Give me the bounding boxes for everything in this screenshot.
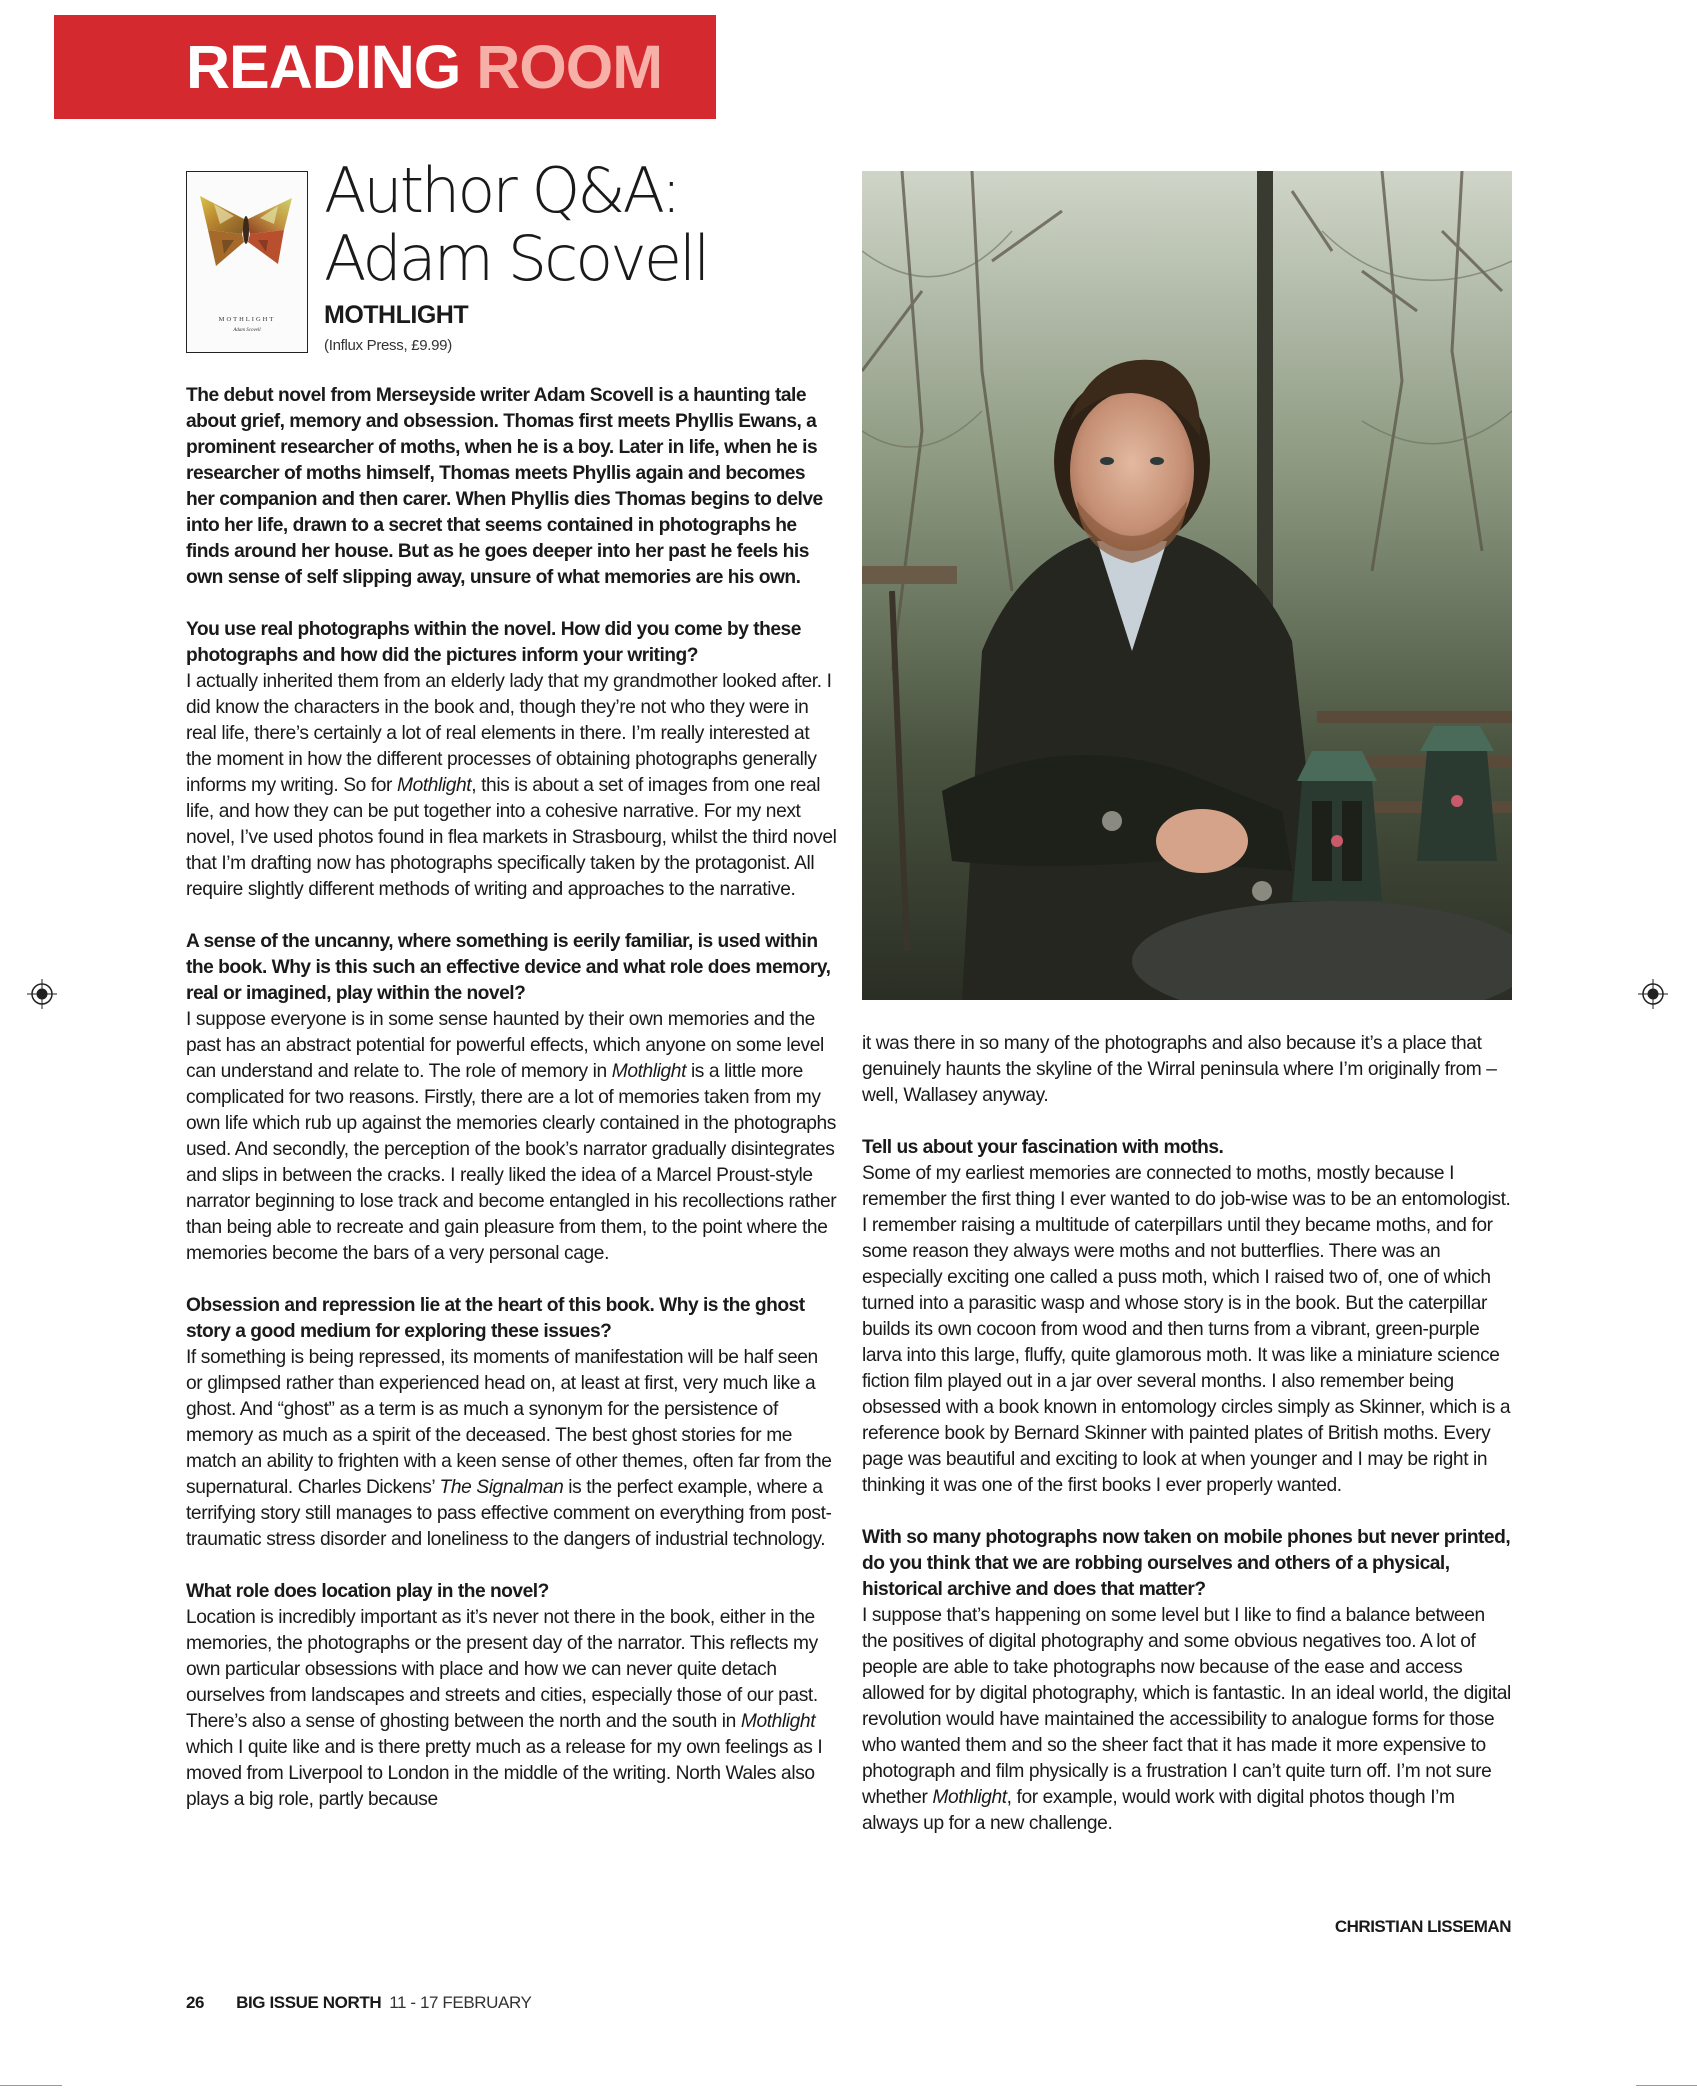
question: You use real photographs within the novel. How did you come by these photographs and how did the pictures inform your writing? — [186, 619, 801, 666]
magazine-name: BIG ISSUE NORTH — [236, 1993, 382, 2012]
question: Tell us about your fascination with moths. — [862, 1137, 1224, 1158]
italic-title: Mothlight — [932, 1787, 1007, 1808]
issue-date: 11 - 17 FEBRUARY — [389, 1993, 532, 2012]
answer: Some of my earliest memories are connected to moths, mostly because I remember the first thing I ever wanted to do job-wise was to be an entomologist. I remember raising a multitude of caterpillars until they became moths, and for some reason they always were moths and not butterflies. There was an especially exciting one called a puss moth, which I raised two of, one of which turned into a parasitic wasp and whose story is in the book. But the caterpillar builds its own cocoon from wood and then turns from a vibrant, green-purple larva into this large, fluffy, quite glamorous moth. It was like a miniature science fiction film played out in a jar over several months. I also remember being obsessed with a book known in entomology circles simply as Skinner, which is a reference book by Bernard Skinner with painted plates of British moths. Every page was beautiful and exciting to look at when younger and I may be right in thinking it was one of the first books I ever properly wanted. — [862, 1163, 1511, 1496]
question: With so many photographs now taken on mobile phones but never printed, do you think that we are robbing ourselves and others of a physical, historical archive and does that matter? — [862, 1527, 1511, 1600]
headline-line-2: Adam Scovell — [324, 222, 708, 295]
registration-mark-icon — [27, 979, 57, 1009]
cover-author: Adam Scovell — [233, 328, 261, 333]
italic-title: Mothlight — [611, 1061, 687, 1082]
section-title — [186, 32, 662, 102]
cover-title: MOTHLIGHT — [218, 316, 276, 323]
moth-illustration-icon — [194, 190, 298, 272]
author-photo — [862, 171, 1512, 1000]
qa-block — [186, 1293, 838, 1553]
qa-block — [862, 1525, 1512, 1837]
book-publisher: (Influx Press, £9.99) — [324, 337, 452, 354]
book-cover — [186, 171, 308, 353]
question: What role does location play in the novel? — [186, 1581, 549, 1602]
question: Obsession and repression lie at the heart of this book. Why is the ghost story a good medium for exploring these issues? — [186, 1295, 805, 1342]
page-number: 26 — [186, 1993, 205, 2012]
section-title-word2: ROOM — [476, 33, 663, 101]
qa-block — [186, 1579, 838, 1813]
italic-title: The Signalman — [439, 1477, 564, 1498]
author-portrait-image — [862, 171, 1512, 1000]
answer: I suppose that’s happening on some level but I like to find a balance between the positives of digital photography and some obvious negatives too. A lot of people are able to take photographs now because of the ease and access allowed for by digital photography, which is fantastic. In an ideal world, the digital revolution would have maintained the accessibility to analogue forms for those who wanted them and so the sheer fact that it has made it more expensive to photograph and film physically is a frustration I can’t quite turn off. I’m not sure whether Mothlight, for example, would work with digital photos though I’m always up for a new challenge. — [862, 1605, 1511, 1834]
page-footer — [186, 1993, 532, 2013]
qa-block — [862, 1135, 1512, 1499]
italic-title: Mothlight — [396, 775, 472, 796]
article-column-left — [186, 383, 838, 1813]
crop-mark — [1636, 2085, 1697, 2086]
qa-block-continued — [862, 1031, 1512, 1109]
registration-mark-icon — [1638, 979, 1668, 1009]
standfirst: The debut novel from Merseyside writer Adam Scovell is a haunting tale about grief, memory and obsession. Thomas first meets Phyllis Ewans, a prominent researcher of moths, when he is a boy. Later in life, when he is researcher of moths himself, Thomas meets Phyllis again and becomes her companion and then carer. When Phyllis dies Thomas begins to delve into her life, drawn to a secret that seems contained in photographs he finds around her house. But as he goes deeper into her past he feels his own sense of self slipping away, unsure of what memories are his own. — [186, 385, 823, 588]
article-headline — [324, 154, 708, 295]
article-column-right — [862, 1031, 1512, 1863]
answer: If something is being repressed, its moments of manifestation will be half seen or glimpsed rather than experienced head on, at least at first, very much like a ghost. And “ghost” as a term is as much a synonym for the persistence of memory as much as a spirit of the deceased. The best ghost stories for me match an ability to frighten with a keen sense of other themes, often far from the supernatural. Charles Dickens’ The Signalman is the perfect example, where a terrifying story still manages to pass effective comment on everything from post-traumatic stress disorder and loneliness to the dangers of industrial technology. — [186, 1347, 832, 1550]
qa-block — [186, 617, 838, 903]
qa-block — [186, 929, 838, 1267]
book-title: MOTHLIGHT — [324, 301, 469, 329]
italic-title: Mothlight — [740, 1711, 816, 1732]
crop-mark — [0, 2085, 62, 2086]
answer: Location is incredibly important as it’s never not there in the book, either in the memories, the photographs or the present day of the narrator. This reflects my own particular obsessions with place and how we can never quite detach ourselves from landscapes and streets and cities, especially those of our past. There’s also a sense of ghosting between the north and the south in Mothlight which I quite like and is there pretty much as a release for my own feelings as I moved from Liverpool to London in the middle of the writing. North Wales also plays a big role, partly because — [186, 1607, 823, 1810]
answer-continued: it was there in so many of the photographs and also because it’s a place that genuinely haunts the skyline of the Wirral peninsula where I’m originally from – well, Wallasey anyway. — [862, 1033, 1497, 1106]
headline-line-1: Author Q&A: — [324, 154, 679, 227]
byline: CHRISTIAN LISSEMAN — [1334, 1917, 1511, 1936]
section-title-word1: READING — [186, 33, 461, 101]
lantern-icon — [1292, 751, 1382, 901]
answer: I actually inherited them from an elderly lady that my grandmother looked after. I did know the characters in the book and, though they’re not who they were in real life, there’s certainly a lot of real elements in there. I’m really interested at the moment in how the different processes of obtaining photographs generally informs my writing. So for Mothlight, this is about a set of images from one real life, and how they can be put together into a cohesive narrative. For my next novel, I’ve used photos found in flea markets in Strasbourg, whilst the third novel that I’m drafting now has photographs specifically taken by the protagonist. All require slightly different methods of writing and approaches to the narrative. — [186, 671, 837, 900]
answer: I suppose everyone is in some sense haunted by their own memories and the past has an abstract potential for powerful effects, which anyone on some level can understand and relate to. The role of memory in Mothlight is a little more complicated for two reasons. Firstly, there are a lot of memories taken from my own life which rub up against the memories clearly contained in the photographs used. And secondly, the perception of the book’s narrator gradually disintegrates and slips in between the cracks. I really liked the idea of a Marcel Proust-style narrator beginning to lose track and become entangled in his recollections rather than being able to recreate and gain pleasure from them, to the point where the memories become the bars of a very personal cage. — [186, 1009, 837, 1264]
question: A sense of the uncanny, where something is eerily familiar, is used within the book. Why is this such an effective device and what role does memory, real or imagined, play within the novel? — [186, 931, 831, 1004]
section-banner — [54, 15, 716, 119]
